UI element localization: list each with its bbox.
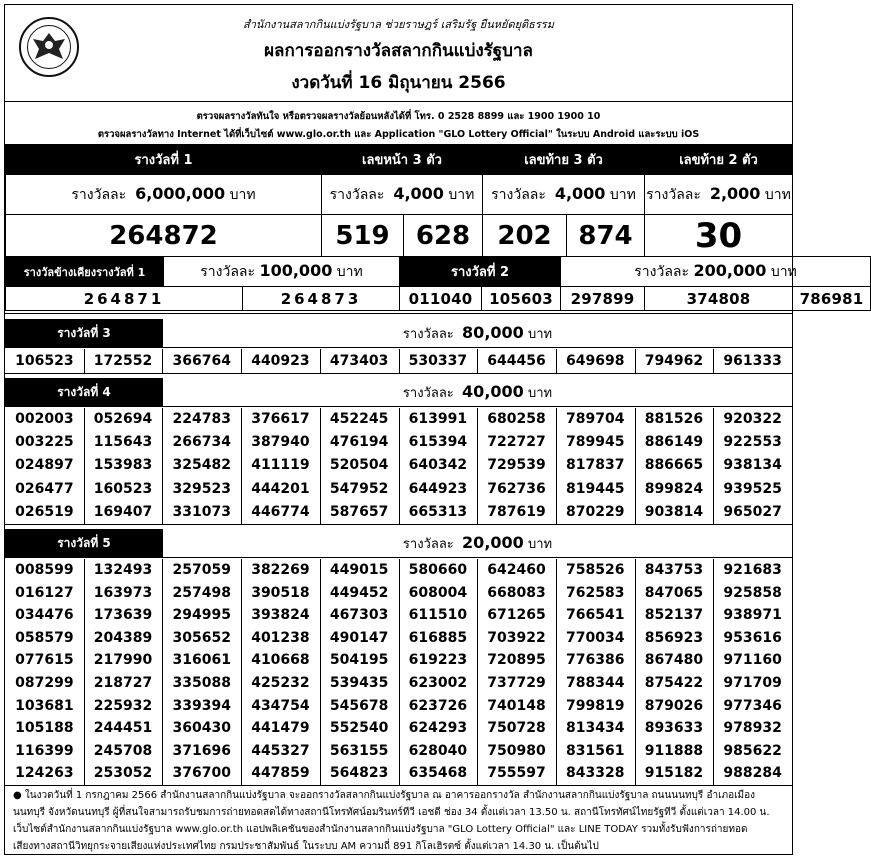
fifth-prize-number: 750728: [487, 720, 546, 737]
fourth-prize-number: 411119: [251, 457, 310, 474]
fourth-prize-number: 939525: [723, 480, 782, 497]
fourth-prize-number: 886665: [644, 457, 704, 474]
fifth-prize-number: 058579: [15, 629, 74, 646]
column-divider: [399, 408, 400, 524]
fifth-prize-number: 447859: [251, 765, 310, 782]
second-prize-number: 297899: [561, 287, 645, 311]
fifth-prize-number: 740148: [487, 697, 546, 714]
column-divider: [162, 349, 163, 373]
column-divider: [241, 408, 242, 524]
fifth-prize-number: 971709: [723, 675, 782, 691]
fifth-prize-number: 564823: [329, 765, 389, 782]
fifth-prize-number: 449452: [329, 584, 389, 601]
fourth-prize-number: 640342: [408, 457, 468, 474]
third-prize-number: 106523: [15, 353, 74, 369]
third-prize-number: 530337: [408, 353, 468, 369]
fourth-prize-number: 886149: [644, 434, 704, 451]
fourth-prize-number: 922553: [723, 434, 782, 451]
fifth-prize-number: 103681: [15, 697, 74, 714]
fifth-prize-number: 720895: [487, 652, 546, 669]
fifth-prize-number: 953616: [723, 629, 782, 646]
front3-amount: รางวัลละ 4,000 บาท: [322, 175, 483, 215]
near-first-label: รางวัลข้างเคียงรางวัลที่ 1: [6, 257, 164, 287]
fifth-prize-number: 504195: [329, 652, 389, 669]
fifth-prize-number: 619223: [408, 652, 468, 669]
fifth-prize-number: 788344: [566, 675, 625, 691]
fifth-prize-number: 316061: [172, 652, 231, 669]
column-divider: [713, 349, 714, 373]
third-prize-amount: รางวัลละ 80,000 บาท: [402, 323, 553, 342]
back2-amount: รางวัลละ 2,000 บาท: [645, 175, 793, 215]
front3-number: 628: [404, 215, 483, 257]
check-internet-info: ตรวจผลรางวัลทาง Internet ได้ที่เว็บไซต์ www.glo.or.th และ Application "GLO Lottery Official" ในระบบ Android และระบบ iOS: [97, 129, 700, 140]
footer-line: ● ในงวดวันที่ 1 กรกฎาคม 2566 สำนักงานสลากกินแบ่งรัฐบาล จะออกรางวัลสลากกินแบ่งรัฐบาล ณ อาคารออกรางวัล สำนักงานสลากกินแบ่งรัฐบาล ถนนนนทบุรี อำเภอเมือง: [13, 790, 755, 801]
fourth-prize-amount: รางวัลละ 40,000 บาท: [402, 382, 553, 401]
column-divider: [84, 408, 85, 524]
fourth-prize-number: 003225: [15, 434, 74, 451]
near-first-number: 264871: [6, 287, 243, 311]
third-prize-number: 961333: [723, 353, 782, 369]
fourth-prize-header: [5, 378, 792, 406]
fourth-prize-number: 965027: [723, 503, 782, 520]
column-divider: [162, 559, 163, 785]
fifth-prize-number: 552540: [329, 720, 389, 737]
fifth-prize-number: 875422: [644, 675, 704, 691]
fourth-prize-number: 160523: [93, 480, 153, 497]
fifth-prize-number: 539435: [329, 675, 389, 691]
fifth-prize-number: 425232: [251, 675, 310, 691]
fourth-prize-number: 476194: [329, 434, 389, 451]
column-divider: [162, 408, 163, 524]
fifth-prize-number: 434754: [251, 697, 310, 714]
fifth-prize-number: 893633: [644, 720, 704, 737]
fifth-prize-number: 335088: [172, 675, 231, 691]
fifth-prize-number: 077615: [15, 652, 74, 669]
fifth-prize-number: 762583: [566, 584, 625, 601]
fourth-prize-number: 881526: [644, 411, 704, 427]
fifth-prize-number: 843753: [644, 562, 704, 578]
fifth-prize-number: 441479: [251, 720, 310, 737]
fourth-prize-number: 002003: [15, 411, 74, 427]
footer-notice: [13, 787, 786, 855]
fifth-prize-number: 977346: [723, 697, 782, 714]
front3-number: 519: [322, 215, 404, 257]
fifth-prize-number: 204389: [93, 629, 153, 646]
fourth-prize-number: 376617: [251, 411, 310, 427]
header: [5, 5, 792, 103]
fifth-prize-number: 852137: [644, 607, 704, 624]
fourth-prize-number: 920322: [723, 411, 782, 427]
fifth-prize-number: 132493: [93, 562, 153, 578]
third-prize-number: 366764: [172, 353, 231, 369]
column-divider: [477, 349, 478, 373]
fourth-prize-number: 789945: [566, 434, 625, 451]
fifth-prize-number: 921683: [723, 562, 782, 578]
fifth-prize-number: 770034: [566, 629, 625, 646]
fourth-prize-number: 387940: [251, 434, 310, 451]
fifth-prize-number: 799819: [566, 697, 625, 714]
column-divider: [556, 559, 557, 785]
footer-line: นนทบุรี จังหวัดนนทบุรี ผู้ที่สนใจสามารถรับชมการถ่ายทอดสดได้ทางสถานีโทรทัศน์อมรินทร์ทีวี เอชดี ช่อง 34 ตั้งแต่เวลา 13.50 น. สถานีโทรทัศน์ไทยรัฐทีวี ตั้งแต่เวลา 14.00 น.: [13, 807, 770, 818]
draw-date: งวดวันที่ 16 มิถุนายน 2566: [291, 73, 506, 93]
fifth-prize-number: 831561: [566, 742, 625, 759]
fourth-prize-grid: [5, 408, 792, 524]
fifth-prize-number: 105188: [15, 720, 74, 737]
fifth-prize-number: 217990: [93, 652, 153, 669]
fifth-prize-number: 401238: [251, 629, 310, 646]
fourth-prize-number: 266734: [172, 434, 231, 451]
fifth-prize-number: 445327: [251, 742, 310, 759]
column-divider: [556, 349, 557, 373]
fifth-prize-number: 393824: [251, 607, 310, 624]
fourth-prize-number: 789704: [566, 411, 625, 427]
fifth-prize-number: 490147: [329, 629, 389, 646]
fifth-prize-number: 623726: [408, 697, 468, 714]
second-prize-number: 105603: [482, 287, 561, 311]
fourth-prize-number: 331073: [172, 503, 231, 520]
fourth-prize-number: 052694: [93, 411, 153, 427]
fifth-prize-number: 938971: [723, 607, 782, 624]
fifth-prize-number: 703922: [487, 629, 546, 646]
fifth-prize-number: 016127: [15, 584, 74, 601]
third-prize-header: [5, 319, 792, 347]
fourth-prize-number: 547952: [329, 480, 389, 497]
fifth-prize-number: 623002: [408, 675, 468, 691]
fifth-prize-grid: [5, 559, 792, 785]
fifth-prize-number: 971160: [723, 652, 782, 669]
fifth-prize-number: 173639: [93, 607, 153, 624]
fourth-prize-number: 729539: [487, 457, 546, 474]
fourth-prize-number: 446774: [251, 503, 310, 520]
fifth-prize-number: 915182: [644, 765, 704, 782]
fifth-prize-number: 124263: [15, 765, 74, 782]
fifth-prize-number: 382269: [251, 562, 310, 578]
fifth-prize-number: 339394: [172, 697, 231, 714]
fifth-prize-number: 563155: [329, 742, 389, 759]
fifth-prize-number: 371696: [172, 742, 231, 759]
fifth-prize-number: 628040: [408, 742, 468, 759]
column-divider: [320, 349, 321, 373]
check-phone-info: ตรวจผลรางวัลทันใจ หรือตรวจผลรางวัลย้อนหลังได้ที่ โทร. 0 2528 8899 และ 1900 1900 10: [196, 111, 601, 122]
fourth-prize-number: 024897: [15, 457, 74, 474]
fifth-prize-number: 985622: [723, 742, 782, 759]
lottery-result-sheet: [4, 4, 864, 855]
fifth-prize-number: 624293: [408, 720, 468, 737]
column-divider: [556, 408, 557, 524]
fifth-prize-number: 305652: [172, 629, 231, 646]
fifth-prize-number: 034476: [15, 607, 74, 624]
second-prize-number: 786981: [793, 287, 871, 311]
fifth-prize-number: 925858: [723, 584, 782, 601]
fifth-prize-number: 988284: [723, 765, 782, 782]
fourth-prize-number: 680258: [487, 411, 546, 427]
third-prize-number: 473403: [329, 353, 389, 369]
near-first-amount: รางวัลละ 100,000 บาท: [164, 257, 400, 287]
fifth-prize-number: 758526: [566, 562, 625, 578]
fourth-prize-number: 899824: [644, 480, 704, 497]
fourth-prize-number: 224783: [172, 411, 231, 427]
fifth-prize-number: 376700: [172, 765, 231, 782]
third-prize-number: 172552: [93, 353, 153, 369]
fourth-prize-number: 169407: [93, 503, 153, 520]
fourth-prize-number: 026477: [15, 480, 74, 497]
fifth-prize-number: 244451: [93, 720, 153, 737]
fourth-prize-number: 722727: [487, 434, 546, 451]
fourth-prize-number: 325482: [172, 457, 231, 474]
first-prize-number: 264872: [6, 215, 322, 257]
page-title: ผลการออกรางวัลสลากกินแบ่งรัฐบาล: [264, 41, 533, 61]
fifth-prize-number: 616885: [408, 629, 468, 646]
fourth-prize-number: 153983: [93, 457, 153, 474]
fifth-prize-number: 257059: [172, 562, 231, 578]
fourth-prize-number: 819445: [566, 480, 625, 497]
fourth-prize-number: 329523: [172, 480, 231, 497]
fifth-prize-label: รางวัลที่ 5: [5, 529, 163, 557]
fifth-prize-amount: รางวัลละ 20,000 บาท: [402, 533, 553, 552]
fifth-prize-number: 671265: [487, 607, 546, 624]
fourth-prize-number: 817837: [566, 457, 625, 474]
fifth-prize-number: 580660: [408, 562, 468, 578]
column-divider: [241, 349, 242, 373]
back3-number: 202: [483, 215, 567, 257]
fourth-prize-number: 026519: [15, 503, 74, 520]
second-prize-number: 011040: [400, 287, 482, 311]
column-divider: [635, 559, 636, 785]
near-first-number: 264873: [243, 287, 400, 311]
footer-line: เสียงทางสถานีวิทยุกระจายเสียงแห่งประเทศไทย กรมประชาสัมพันธ์ ในระบบ AM ความถี่ 891 กิโลเฮิรตซ์ ตั้งแต่เวลา 14.30 น. เป็นต้นไป: [13, 841, 599, 852]
fifth-prize-number: 776386: [566, 652, 625, 669]
fourth-prize-number: 520504: [329, 457, 389, 474]
fifth-prize-number: 087299: [15, 675, 74, 691]
fifth-prize-number: 737729: [487, 675, 546, 691]
fifth-prize-number: 163973: [93, 584, 153, 601]
fifth-prize-number: 257498: [172, 584, 231, 601]
back2-number: 30: [645, 215, 793, 257]
fourth-prize-number: 444201: [251, 480, 310, 497]
column-divider: [635, 408, 636, 524]
column-divider: [713, 559, 714, 785]
fourth-prize-number: 644923: [408, 480, 468, 497]
fifth-prize-number: 755597: [487, 765, 546, 782]
third-prize-label: รางวัลที่ 3: [5, 319, 163, 347]
column-divider: [84, 349, 85, 373]
column-divider: [477, 559, 478, 785]
fifth-prize-number: 611510: [408, 607, 468, 624]
column-divider: [477, 408, 478, 524]
fifth-prize-number: 467303: [329, 607, 389, 624]
footer-line: เว็บไซต์สำนักงานสลากกินแบ่งรัฐบาล www.glo.or.th แอปพลิเคชันของสำนักงานสลากกินแบ่งรัฐบาล "GLO Lottery Official" และ LINE TODAY รวมทั้งรับฟังการถ่ายทอด: [13, 824, 748, 835]
fourth-prize-number: 615394: [408, 434, 468, 451]
back3-amount: รางวัลละ 4,000 บาท: [483, 175, 645, 215]
fourth-prize-number: 587657: [329, 503, 389, 520]
fifth-prize-number: 879026: [644, 697, 704, 714]
fifth-prize-number: 847065: [644, 584, 704, 601]
fifth-prize-number: 668083: [487, 584, 546, 601]
column-divider: [241, 559, 242, 785]
fifth-prize-number: 867480: [644, 652, 704, 669]
column-divider: [320, 408, 321, 524]
fourth-prize-number: 115643: [93, 434, 153, 451]
third-prize-number: 649698: [566, 353, 625, 369]
first-prize-label: รางวัลที่ 1: [6, 145, 322, 175]
organization-tagline: สำนักงานสลากกินแบ่งรัฐบาล ช่วยราษฎร์ เสริมรัฐ ยืนหยัดยุติธรรม: [243, 18, 554, 31]
column-divider: [713, 408, 714, 524]
column-divider: [320, 559, 321, 785]
column-divider: [84, 559, 85, 785]
fifth-prize-number: 245708: [93, 742, 153, 759]
column-divider: [399, 559, 400, 785]
fifth-prize-number: 843328: [566, 765, 625, 782]
fifth-prize-number: 545678: [329, 697, 389, 714]
back3-number: 874: [567, 215, 645, 257]
third-prize-number: 440923: [251, 353, 310, 369]
front3-label: เลขหน้า 3 ตัว: [322, 145, 483, 175]
fifth-prize-number: 008599: [15, 562, 74, 578]
fifth-prize-number: 116399: [15, 742, 74, 759]
fifth-prize-number: 642460: [487, 562, 546, 578]
fifth-prize-number: 856923: [644, 629, 704, 646]
back3-label: เลขท้าย 3 ตัว: [483, 145, 645, 175]
third-prize-number: 644456: [487, 353, 546, 369]
fifth-prize-header: [5, 529, 792, 557]
column-divider: [635, 349, 636, 373]
fourth-prize-number: 870229: [566, 503, 625, 520]
third-prize-number: 794962: [644, 353, 704, 369]
fifth-prize-number: 766541: [566, 607, 625, 624]
fifth-prize-number: 253052: [93, 765, 153, 782]
second-prize-amount: รางวัลละ 200,000 บาท: [561, 257, 871, 287]
fifth-prize-number: 218727: [93, 675, 153, 691]
fifth-prize-number: 449015: [329, 562, 389, 578]
first-prize-amount: รางวัลละ 6,000,000 บาท: [6, 175, 322, 215]
second-prize-label: รางวัลที่ 2: [400, 257, 561, 287]
third-prize-grid: [5, 349, 792, 373]
fifth-prize-number: 911888: [644, 742, 704, 759]
divider: [5, 101, 792, 102]
fourth-prize-number: 787619: [487, 503, 546, 520]
fifth-prize-number: 390518: [251, 584, 310, 601]
column-divider: [399, 349, 400, 373]
fifth-prize-number: 294995: [172, 607, 231, 624]
fourth-prize-label: รางวัลที่ 4: [5, 378, 163, 406]
fifth-prize-number: 750980: [487, 742, 546, 759]
fifth-prize-number: 410668: [251, 652, 310, 669]
near-and-second-table: [5, 256, 871, 311]
fifth-prize-number: 360430: [172, 720, 231, 737]
fourth-prize-number: 762736: [487, 480, 546, 497]
fifth-prize-number: 225932: [93, 697, 153, 714]
fifth-prize-number: 608004: [408, 584, 468, 601]
fourth-prize-number: 452245: [329, 411, 389, 427]
fifth-prize-number: 813434: [566, 720, 625, 737]
fifth-prize-number: 978932: [723, 720, 782, 737]
second-prize-number: 374808: [645, 287, 793, 311]
fifth-prize-number: 635468: [408, 765, 468, 782]
fourth-prize-number: 903814: [644, 503, 704, 520]
fourth-prize-number: 665313: [408, 503, 468, 520]
back2-label: เลขท้าย 2 ตัว: [645, 145, 793, 175]
fourth-prize-number: 613991: [408, 411, 468, 427]
top-prizes-table: [5, 144, 793, 257]
fourth-prize-number: 938134: [723, 457, 782, 474]
